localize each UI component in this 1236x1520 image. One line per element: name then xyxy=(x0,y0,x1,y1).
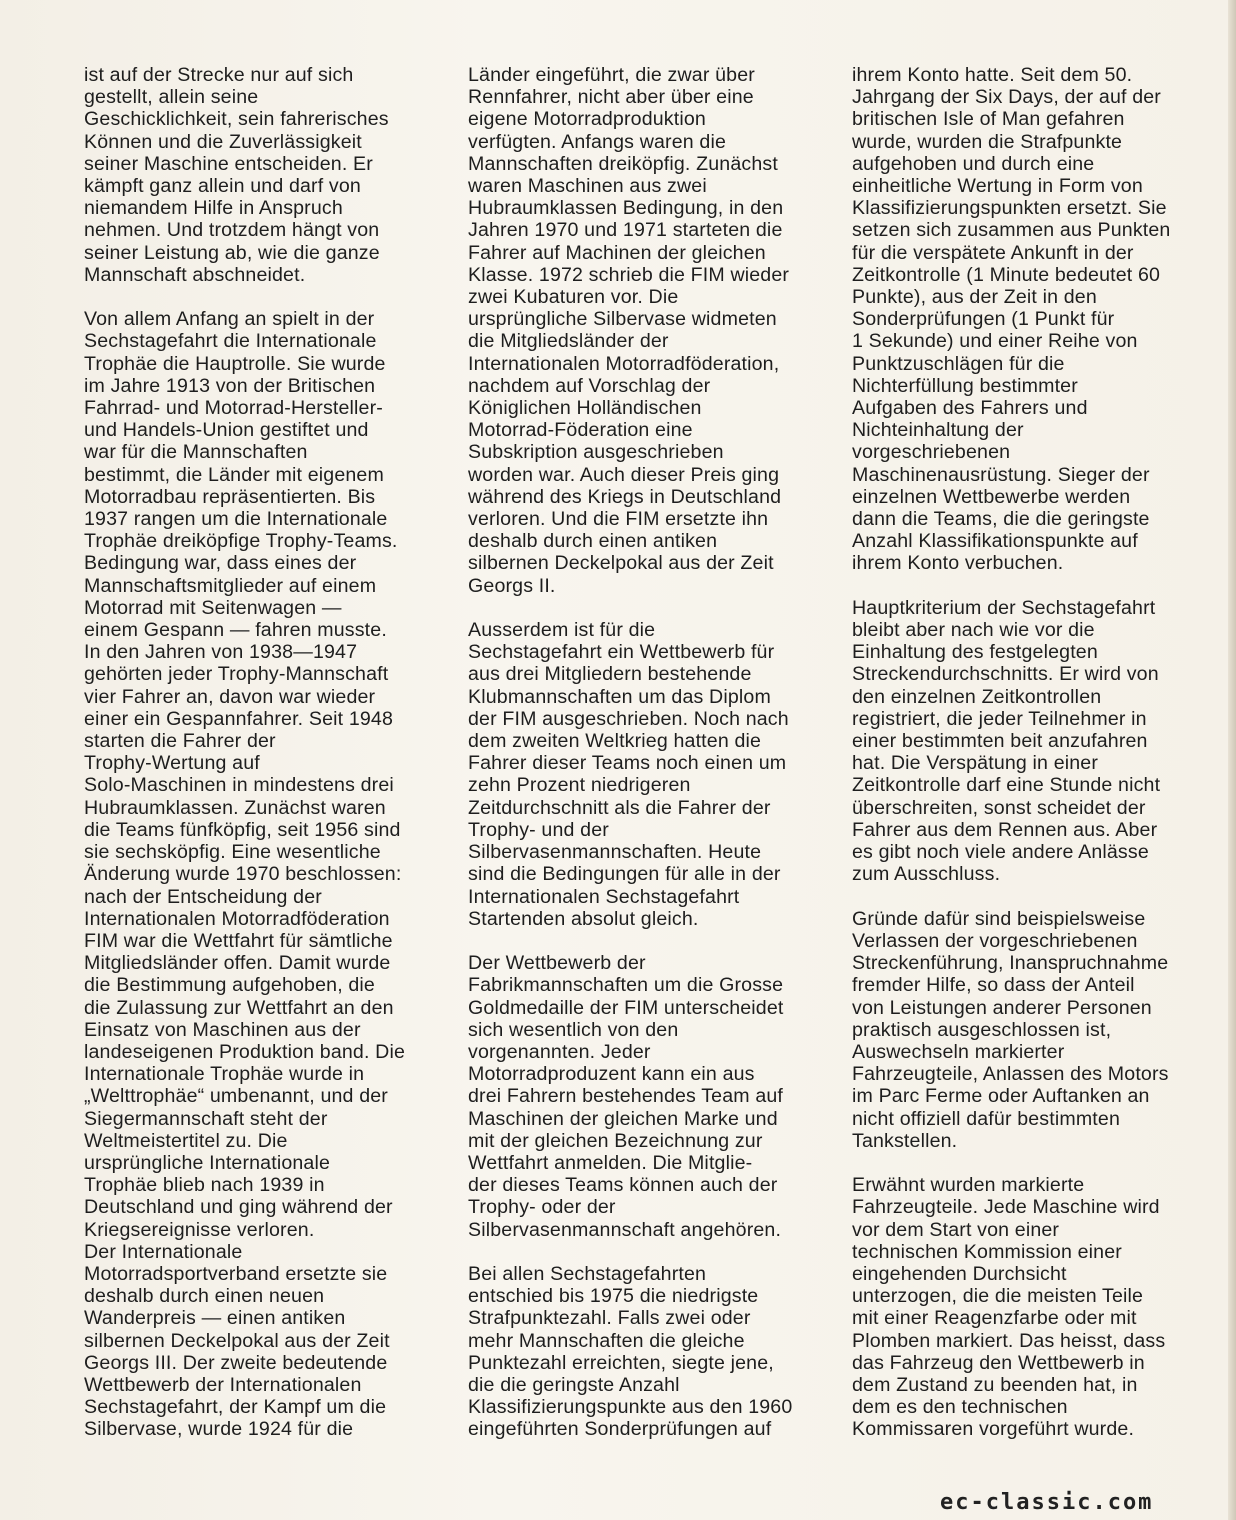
text-column-1 xyxy=(84,64,444,1463)
text-column-2 xyxy=(468,64,830,1463)
paragraph: ist auf der Strecke nur auf sich gestellt, allein seine Geschicklichkeit, sein fahrerisches Können und die Zuverlässigkeit seiner Maschine entscheiden. Er kämpft ganz allein und darf von niemandem Hilfe in Anspruch nehmen. Und trotzdem hängt von seiner Leistung ab, wie die ganze Mannschaft abschneidet. xyxy=(84,64,389,286)
paragraph: Bei allen Sechstagefahrten entschied bis 1975 die niedrigste Strafpunktezahl. Falls zwei oder mehr Mannschaften die gleiche Punktezahl erreichten, siegte jene, die die geringste Anzahl Klassifizierungspunkte aus den 1960 eingeführten Sonderprüfungen auf xyxy=(468,1262,793,1441)
paragraph: Der Internationale Motorradsportverband ersetzte sie deshalb durch einen neuen Wanderpreis — einen antiken silbernen Deckelpokal aus der Zeit Georgs III. Der zweite bedeutende Wettbewerb der Internationalen Sechstagefahrt, der Kampf um die Silbervase, wurde 1924 für die xyxy=(84,1240,390,1441)
paragraph: Länder eingeführt, die zwar über Rennfahrer, nicht aber über eine eigene Motorradproduktion verfügten. Anfangs waren die Mannschaften dreiköpfig. Zunächst waren Maschinen aus zwei Hubraumklassen Bedingung, in den Jahren 1970 und 1971 starteten die Fahrer auf Machinen der gleichen Klasse. 1972 schrieb die FIM wieder zwei Kubaturen vor. Die ursprüngliche Silbervase widmeten die Mitgliedsländer der Internationalen Motorradföderation, nachdem auf Vorschlag der Königlichen Holländischen Motorrad-Föderation eine Subskription ausgeschrieben worden war. Auch dieser Preis ging während des Kriegs in Deutschland verloren. Und die FIM ersetzte ihn deshalb durch einen antiken silbernen Deckelpokal aus der Zeit Georgs II. xyxy=(468,64,790,597)
paragraph: Gründe dafür sind beispielsweise Verlassen der vorgeschriebenen Streckenführung, Inanspruchnahme fremder Hilfe, so dass der Anteil von Leistungen anderer Personen praktisch ausgeschlossen ist, Auswechseln markierter Fahrzeugteile, Anlassen des Motors im Parc Ferme oder Auftanken an nicht offiziell dafür bestimmten Tankstellen. xyxy=(852,907,1169,1152)
paragraph: Der Wettbewerb der Fabrikmannschaften um die Grosse Goldmedaille der FIM unterscheidet sich wesentlich von den vorgenannten. Jeder Motorradproduzent kann ein aus drei Fahrern bestehendes Team auf Maschinen der gleichen Marke und mit der gleichen Bezeichnung zur Wettfahrt anmelden. Die Mitglie- der dieses Teams können auch der Trophy- oder der Silbervasenmannschaft angehören. xyxy=(468,952,784,1241)
paragraph: Von allem Anfang an spielt in der Sechstagefahrt die Internationale Trophäe die Hauptrolle. Sie wurde im Jahre 1913 von der Britischen Fahrrad- und Motorrad-Hersteller- und Handels-Union gestiftet und war für die Mannschaften bestimmt, die Länder mit eigenem Motorradbau repräsentierten. Bis 1937 rangen um die Internationale Trophäe dreiköpfige Trophy-Teams. Bedingung war, dass eines der Mannschaftsmitglieder auf einem Motorrad mit Seitenwagen — einem Gespann — fahren musste. In den Jahren von 1938—1947 gehörten jeder Trophy-Mannschaft vier Fahrer an, davon war wieder einer ein Gespannfahrer. Seit 1948 starten die Fahrer der Trophy-Wertung auf Solo-Maschinen in mindestens drei Hubraumklassen. Zunächst waren die Teams fünfköpfig, seit 1956 sind sie sechsköpfig. Eine wesentliche Änderung wurde 1970 beschlossen: nach der Entscheidung der Internationalen Motorradföderation FIM war die Wettfahrt für sämtliche Mitgliedsländer offen. Damit wurde die Bestimmung aufgehoben, die die Zulassung zur Wettfahrt an den Einsatz von Maschinen aus der landeseigenen Produktion band. Die Internationale Trophäe wurde in „Welttrophäe“ umbenannt, und der Siegermannschaft steht der Weltmeistertitel zu. Die ursprüngliche Internationale Trophäe blieb nach 1939 in Deutschland und ging während der Kriegsereignisse verloren. xyxy=(84,308,406,1241)
paragraph: Erwähnt wurden markierte Fahrzeugteile. Jede Maschine wird vor dem Start von einer technischen Kommission einer eingehenden Durchsicht unterzogen, die die meisten Teile mit einer Reagenzfarbe oder mit Plomben markiert. Das heisst, dass das Fahrzeug den Wettbewerb in dem Zustand zu beenden hat, in dem es den technischen Kommissaren vorgeführt wurde. xyxy=(852,1174,1166,1441)
paragraph: Hauptkriterium der Sechstagefahrt bleibt aber nach wie vor die Einhaltung des festgelegten Streckendurchschnitts. Er wird von den einzelnen Zeitkontrollen registriert, die jeder Teilnehmer in einer bestimmten beit anzufahren hat. Die Verspätung in einer Zeitkontrolle darf eine Stunde nicht überschreiten, sonst scheidet der Fahrer aus dem Rennen aus. Aber es gibt noch viele andere Anlässe zum Ausschluss. xyxy=(852,596,1161,886)
paragraph: Ausserdem ist für die Sechstagefahrt ein Wettbewerb für aus drei Mitgliedern bestehende Klubmannschaften um das Diplom der FIM ausgeschrieben. Noch nach dem zweiten Weltkrieg hatten die Fahrer dieser Teams noch einen um zehn Prozent niedrigeren Zeitdurchschnitt als die Fahrer der Trophy- und der Silbervasenmannschaften. Heute sind die Bedingungen für alle in der Internationalen Sechstagefahrt Startenden absolut gleich. xyxy=(468,619,789,930)
page-edge-shadow xyxy=(1228,0,1236,1520)
watermark-text: ec-classic.com xyxy=(940,1490,1154,1515)
paragraph: ihrem Konto hatte. Seit dem 50. Jahrgang der Six Days, der auf der britischen Isle of Man gefahren wurde, wurden die Strafpunkte aufgehoben und durch eine einheitliche Wertung in Form von Klassifizierungspunkten ersetzt. Sie setzen sich zusammen aus Punkten für die verspätete Ankunft in der Zeitkontrolle (1 Minute bedeutet 60 Punkte), aus der Zeit in den Sonderprüfungen (1 Punkt für 1 Sekunde) und einer Reihe von Punktzuschlägen für die Nichterfüllung bestimmter Aufgaben des Fahrers und Nichteinhaltung der vorgeschriebenen Maschinenausrüstung. Sieger der einzelnen Wettbewerbe werden dann die Teams, die die geringste Anzahl Klassifikationspunkte auf ihrem Konto verbuchen. xyxy=(852,64,1171,575)
text-column-3 xyxy=(852,64,1220,1463)
